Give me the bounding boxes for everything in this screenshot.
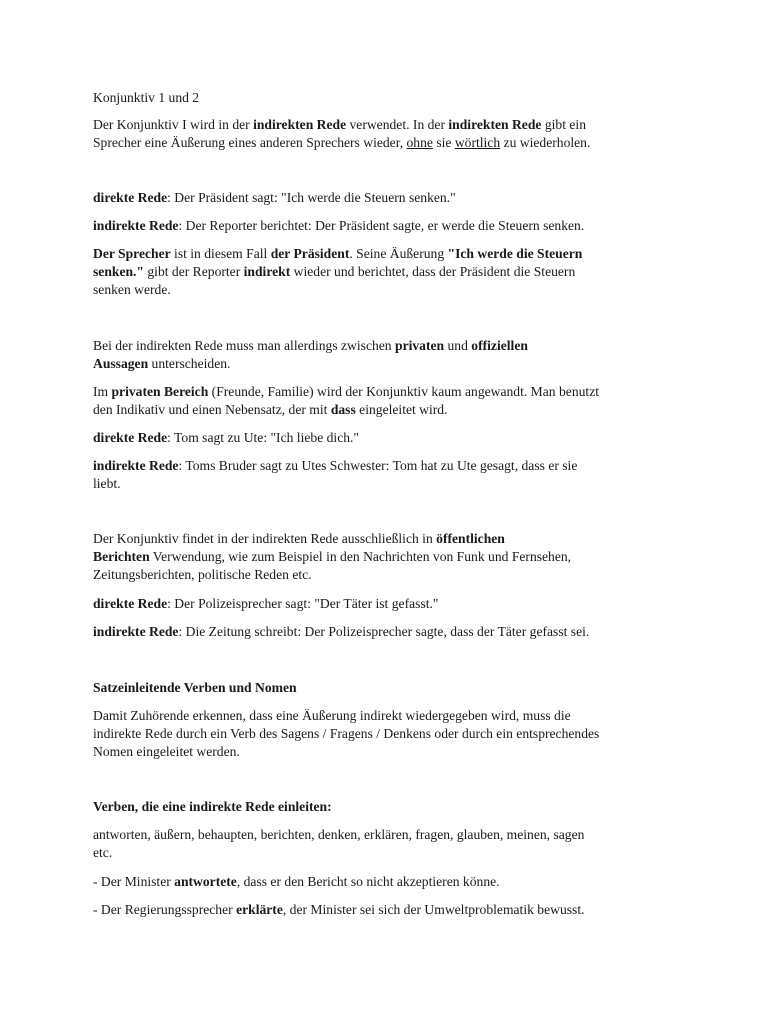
example-direct-1 bbox=[93, 189, 683, 207]
bold-text: Der Sprecher bbox=[93, 246, 171, 261]
example-indirect-2 bbox=[93, 457, 683, 493]
bold-text: der Präsident bbox=[270, 246, 350, 261]
text-run: indirekte Rede durch ein Verb des Sagens / Fragens / Denkens oder durch ein entsprechendes bbox=[93, 726, 600, 741]
text-run: Verwendung, wie zum Beispiel in den Nachrichten von Funk und Fernsehen, bbox=[149, 549, 572, 564]
bold-text: dass bbox=[330, 402, 356, 417]
bold-text: Satzeinleitende Verben und Nomen bbox=[93, 680, 297, 695]
bold-text: indirekte Rede bbox=[93, 624, 179, 639]
text-run: Zeitungsberichten, politische Reden etc. bbox=[93, 567, 312, 582]
text-run: verwendet. In der bbox=[346, 117, 449, 132]
text-run: Der Konjunktiv findet in der indirekten Rede ausschließlich in bbox=[93, 531, 437, 546]
bold-text: indirekten Rede bbox=[448, 117, 542, 132]
section-heading-verbs bbox=[93, 798, 683, 816]
text-run: Bei der indirekten Rede muss man allerdings zwischen bbox=[93, 338, 396, 353]
text-run: gibt ein bbox=[541, 117, 586, 132]
bold-text: Verben, die eine indirekte Rede einleiten: bbox=[93, 799, 332, 814]
example-direct-3 bbox=[93, 595, 683, 613]
bold-text: direkte Rede bbox=[93, 190, 168, 205]
private-official-paragraph bbox=[93, 337, 683, 373]
text-run: : Der Präsident sagt: "Ich werde die Steuern senken." bbox=[167, 190, 456, 205]
text-run: : Der Polizeisprecher sagt: "Der Täter ist gefasst." bbox=[167, 596, 439, 611]
intro-paragraph bbox=[93, 116, 683, 152]
text-run: (Freunde, Familie) wird der Konjunktiv kaum angewandt. Man benutzt bbox=[208, 384, 600, 399]
section-heading-verbs-nouns bbox=[93, 679, 683, 697]
text-run: etc. bbox=[93, 845, 113, 860]
bold-text: indirekten Rede bbox=[253, 117, 347, 132]
text-run: : Die Zeitung schreibt: Der Polizeisprecher sagte, dass der Täter gefasst sei. bbox=[178, 624, 590, 639]
example-indirect-1 bbox=[93, 217, 683, 235]
text-run: Der Konjunktiv I wird in der bbox=[93, 117, 254, 132]
text-run: liebt. bbox=[93, 476, 121, 491]
text-run: wieder und berichtet, dass der Präsident die Steuern bbox=[290, 264, 576, 279]
document-title: Konjunktiv 1 und 2 bbox=[93, 90, 200, 105]
verbs-nouns-paragraph bbox=[93, 707, 683, 761]
text-run: Sprecher eine Äußerung eines anderen Sprechers wieder, bbox=[93, 135, 407, 150]
text-run: Im bbox=[93, 384, 112, 399]
text-run: - Der Minister bbox=[93, 874, 175, 889]
bold-text: antwortete bbox=[174, 874, 237, 889]
bold-text: indirekte Rede bbox=[93, 218, 179, 233]
bold-text: erklärte bbox=[236, 902, 283, 917]
text-run: Damit Zuhörende erkennen, dass eine Äußerung indirekt wiedergegeben wird, muss die bbox=[93, 708, 571, 723]
underlined-text: ohne bbox=[406, 135, 433, 150]
bold-text: indirekt bbox=[243, 264, 291, 279]
text-run: . Seine Äußerung bbox=[349, 246, 448, 261]
text-run: : Toms Bruder sagt zu Utes Schwester: Tom hat zu Ute gesagt, dass er sie bbox=[178, 458, 578, 473]
text-run: : Tom sagt zu Ute: "Ich liebe dich." bbox=[167, 430, 359, 445]
bold-text: indirekte Rede bbox=[93, 458, 179, 473]
spokesperson-example bbox=[93, 901, 683, 919]
minister-example bbox=[93, 873, 683, 891]
explanation-paragraph bbox=[93, 245, 683, 299]
bold-text: privaten bbox=[395, 338, 445, 353]
text-run: ist in diesem Fall bbox=[170, 246, 271, 261]
text-run: und bbox=[444, 338, 472, 353]
text-run: , dass er den Bericht so nicht akzeptieren könne. bbox=[236, 874, 500, 889]
bold-text: direkte Rede bbox=[93, 430, 168, 445]
text-run: zu wiederholen. bbox=[500, 135, 591, 150]
example-direct-2 bbox=[93, 429, 683, 447]
text-run: antworten, äußern, behaupten, berichten, denken, erklären, fragen, glauben, meinen, sagen bbox=[93, 827, 585, 842]
text-run: eingeleitet wird. bbox=[355, 402, 448, 417]
bold-text: öffentlichen bbox=[436, 531, 505, 546]
bold-text: direkte Rede bbox=[93, 596, 168, 611]
bold-text: Berichten bbox=[93, 549, 150, 564]
text-run: Nomen eingeleitet werden. bbox=[93, 744, 240, 759]
official-paragraph bbox=[93, 530, 683, 584]
bold-text: offiziellen bbox=[471, 338, 528, 353]
text-run: , der Minister sei sich der Umweltproblematik bewusst. bbox=[282, 902, 585, 917]
text-run: unterscheiden. bbox=[148, 356, 231, 371]
text-run: : Der Reporter berichtet: Der Präsident sagte, er werde die Steuern senken. bbox=[178, 218, 585, 233]
bold-text: privaten Bereich bbox=[111, 384, 209, 399]
bold-text: "Ich werde die Steuern bbox=[447, 246, 583, 261]
text-run: - Der Regierungssprecher bbox=[93, 902, 237, 917]
text-run: den Indikativ und einen Nebensatz, der mit bbox=[93, 402, 331, 417]
example-indirect-3 bbox=[93, 623, 683, 641]
text-run: senken werde. bbox=[93, 282, 171, 297]
text-run: gibt der Reporter bbox=[143, 264, 244, 279]
verbs-list bbox=[93, 826, 683, 862]
text-run: sie bbox=[432, 135, 455, 150]
bold-text: Aussagen bbox=[93, 356, 149, 371]
private-area-paragraph bbox=[93, 383, 683, 419]
underlined-text: wörtlich bbox=[454, 135, 501, 150]
bold-text: senken." bbox=[93, 264, 144, 279]
